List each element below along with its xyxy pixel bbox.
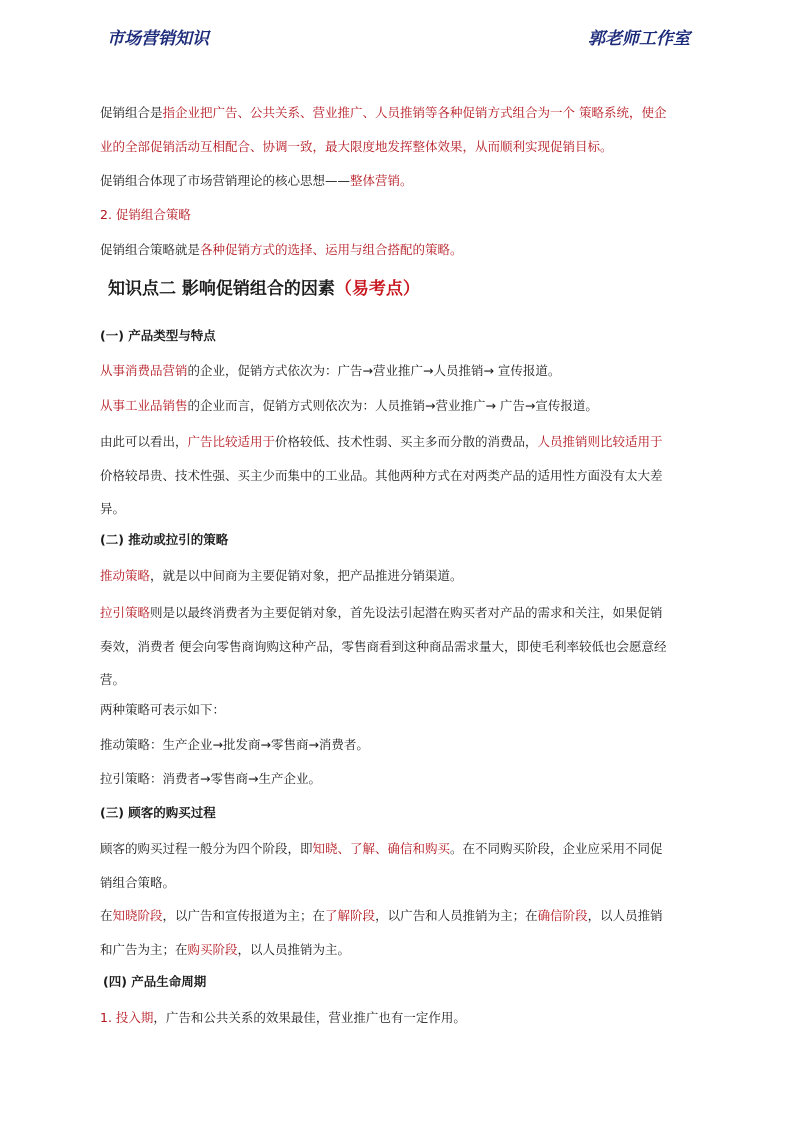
text-fragment: ，以广告和人员推销为主；在 [375,908,538,923]
paragraph-core-idea [72,171,413,189]
line-consumer-goods [72,361,560,379]
highlight-integrated-marketing: 整体营销。 [350,173,413,188]
highlight-definition: 指企业把广告、公共关系、营业推广、人员推销等各种促销方式组合为一个 策略系统， [162,105,642,120]
highlight-understanding-stage: 了解阶段 [325,908,376,923]
paragraph-stage-strategies [72,899,672,966]
highlight-industrial-goods: 从事工业品销售 [100,398,188,413]
highlight-awareness-stage: 知晓阶段 [112,908,163,923]
text-fragment: 在 [100,908,113,923]
text-fragment: 则是以最终消费者为主要促销对象，首先设法引起潜在购买者对产品的需求和关注，如果促销奏效，消费者 便会向零售商询购这种产品，零售商看到这种商品需求量大，即使毛利率较低也会愿意经营。 [100,605,667,687]
line-introduction-stage [72,1008,466,1026]
highlight-conviction-stage: 确信阶段 [537,908,588,923]
line-push-chain: 推动策略：生产企业→批发商→零售商→消费者。 [100,737,369,752]
highlight-four-stages: 知晓、了解、确信和购买 [312,841,451,856]
text-fragment: ，以人员推销和广告为主；在 [100,908,663,957]
highlight-definition-cont: 使企业的全部促销活动互相配合、协调一致，最大限度地发挥整体效果，从而顺利实现促销目标。 [100,105,667,154]
highlight-push-strategy: 推动策略 [100,568,151,583]
text-fragment: ，以广告和宣传报道为主；在 [162,908,326,923]
text-fragment: 由此可以看出， [100,434,188,449]
highlight-introduction-stage: 1. 投入期 [100,1010,154,1025]
text-fragment: ，以人员推销为主。 [237,941,351,957]
subheading-promotion-strategy: 2. 促销组合策略 [100,207,191,222]
header-course-title: 市场营销知识 [107,29,209,49]
line-strategies-intro: 两种策略可表示如下： [100,702,226,717]
line-industrial-goods [72,396,598,414]
highlight-advertising-suits: 广告比较适用于 [187,434,276,449]
text-fragment: 。在不同购买阶段，企业应采用不同促销组合策略。 [100,841,663,890]
subsection-title-3: (三) 顾客的购买过程 [100,805,216,820]
line-pull-chain: 拉引策略：消费者→零售商→生产企业。 [100,771,321,786]
highlight-personal-selling-suits: 人员推销则比较适用于 [537,434,663,449]
highlight-strategy: 各种促销方式的选择、运用与组合搭配的策略。 [200,242,463,257]
highlight-pull-strategy: 拉引策略 [100,605,151,620]
section-heading-knowledge-point-2 [108,274,420,299]
text-fragment: 促销组合策略就是 [100,242,201,257]
line-push-strategy [72,566,463,584]
text-fragment: 顾客的购买过程一般分为四个阶段，即 [100,841,313,856]
subsection-title-4: (四) 产品生命周期 [103,974,207,989]
text-fragment: ，就是以中间商为主要促销对象，把产品推进分销渠道。 [150,568,463,583]
text-fragment: ，广告和公共关系的效果最佳，营业推广也有一定作用。 [153,1010,466,1025]
highlight-purchase-stage: 购买阶段 [187,941,238,957]
paragraph-strategy-definition [72,240,463,258]
paragraph-promotion-mix-definition [72,96,672,163]
heading-main: 知识点二 影响促销组合的因素 [108,279,335,299]
paragraph-buying-stages [72,832,672,899]
paragraph-pull-strategy [72,596,672,697]
subsection-title-1: (一) 产品类型与特点 [100,328,216,343]
text-fragment: 的企业而言，促销方式则依次为：人员推销→营业推广→ 广告→宣传报道。 [187,398,598,413]
subsection-title-2: (二) 推动或拉引的策略 [100,532,229,547]
text-fragment: 价格较昂贵、技术性强、买主少而集中的工业品。其他两种方式在对两类产品的适用性方面没有太大差异。 [100,467,663,516]
heading-exam-tag: （易考点） [334,279,420,299]
text-fragment: 促销组合体现了市场营销理论的核心思想—— [100,173,351,188]
paragraph-comparison [72,425,672,526]
text-fragment: 促销组合是 [100,105,163,120]
text-fragment: 价格较低、技术性弱、买主多而分散的消费品， [275,434,538,449]
text-fragment: 的企业，促销方式依次为：广告→营业推广→人员推销→ 宣传报道。 [187,363,561,378]
highlight-consumer-goods: 从事消费品营销 [100,363,188,378]
header-studio-name: 郭老师工作室 [588,29,690,49]
